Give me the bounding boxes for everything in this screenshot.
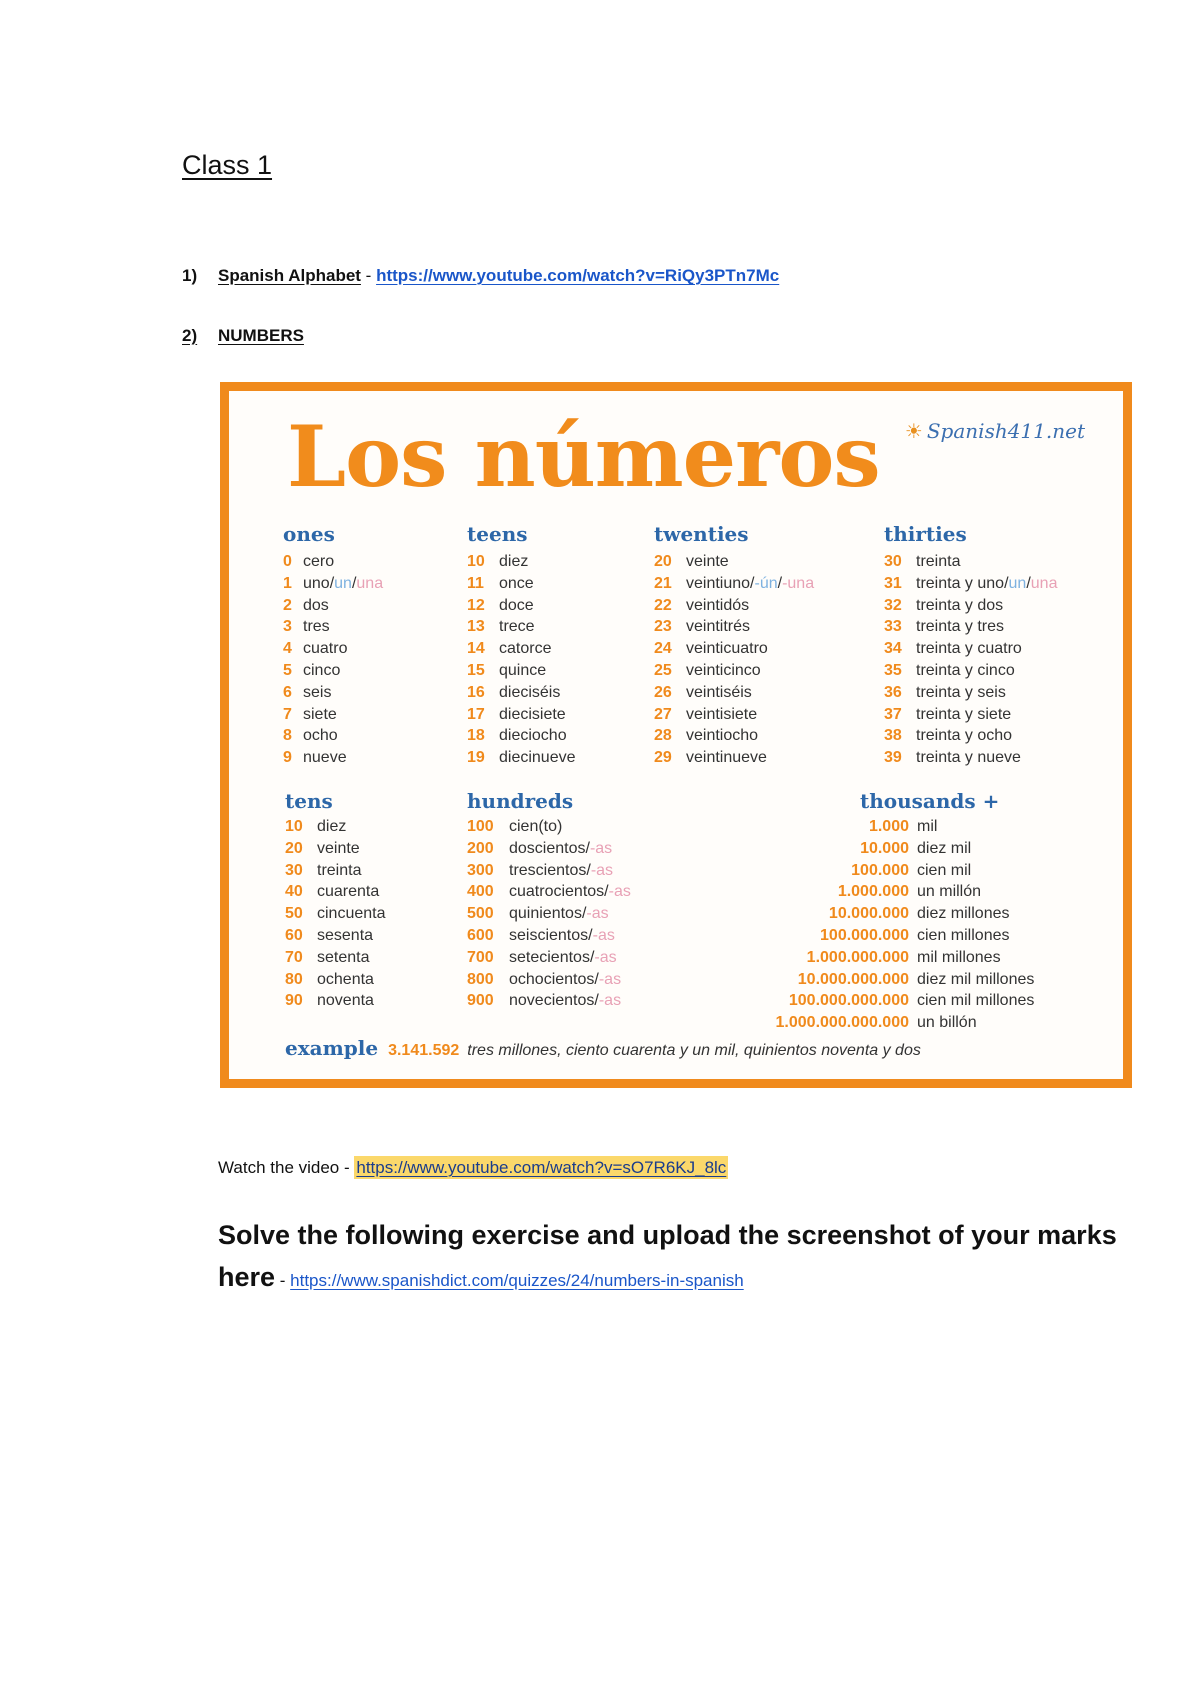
number-row <box>467 747 576 769</box>
number-word: treinta y cinco <box>916 661 1015 679</box>
number-row <box>467 616 576 638</box>
section-title-hundreds: hundreds <box>467 789 574 813</box>
item-number: 1) <box>182 266 198 285</box>
number-row <box>719 925 1034 947</box>
list-item-alphabet <box>182 266 779 286</box>
example-text: tres millones, ciento cuarenta y un mil, quinientos noventa y dos <box>467 1042 921 1059</box>
number-word: cuatro <box>303 640 348 658</box>
number-row <box>654 616 814 638</box>
number-row <box>654 725 814 747</box>
number-row <box>467 551 576 573</box>
example-value: 3.141.592 <box>388 1042 460 1059</box>
tens-list <box>285 816 386 1012</box>
number-word: veinticuatro <box>686 640 768 658</box>
number-row <box>719 860 1034 882</box>
numeral: 10 <box>467 553 485 570</box>
feminine-form: -una <box>782 574 815 592</box>
section-title-twenties: twenties <box>654 522 749 546</box>
number-word: ochenta <box>317 970 374 988</box>
numeral: 900 <box>467 992 494 1010</box>
number-word: treinta <box>916 553 961 570</box>
number-row <box>884 616 1057 638</box>
number-word: veintisiete <box>686 705 758 723</box>
number-word: un billón <box>917 1014 977 1032</box>
number-row <box>283 660 383 682</box>
number-word: treinta y nueve <box>916 749 1021 767</box>
number-word: cien mil millones <box>917 992 1035 1010</box>
numeral: 8 <box>283 727 292 745</box>
number-row <box>654 595 814 617</box>
number-word: diez mil millones <box>917 970 1035 988</box>
numeral: 37 <box>884 705 902 723</box>
brand-logo: ☀ Spanish411.net <box>904 419 1085 443</box>
number-row <box>467 660 576 682</box>
number-row <box>884 595 1057 617</box>
number-row <box>654 551 814 573</box>
exercise-instructions <box>218 1214 1118 1302</box>
numeral: 40 <box>285 883 303 901</box>
example-row <box>285 1036 921 1060</box>
number-row <box>467 638 576 660</box>
number-row <box>467 990 631 1012</box>
item-number: 2) <box>182 326 198 345</box>
numeral: 4 <box>283 640 292 658</box>
number-word: diez <box>499 553 529 570</box>
numeral: 30 <box>884 553 902 570</box>
feminine-form: -as <box>598 992 622 1010</box>
numeral: 29 <box>654 749 672 767</box>
item-label: NUMBERS <box>218 326 304 345</box>
numeral: 300 <box>467 861 494 879</box>
number-word: dieciocho <box>499 727 567 745</box>
slash: / <box>586 861 591 879</box>
number-word: trescientos <box>509 861 587 879</box>
numeral: 13 <box>467 618 485 636</box>
number-row <box>467 838 631 860</box>
number-word: diecisiete <box>499 705 566 723</box>
numeral: 31 <box>884 574 902 592</box>
numeral: 1.000.000.000.000 <box>775 1014 909 1032</box>
numeral: 100.000 <box>851 861 909 879</box>
numeral: 1.000 <box>868 818 909 835</box>
number-word: noventa <box>317 992 374 1010</box>
number-row <box>467 682 576 704</box>
feminine-form: -as <box>592 926 615 944</box>
item-separator: - <box>360 266 377 285</box>
number-row <box>283 704 383 726</box>
sun-icon: ☀ <box>904 419 923 443</box>
section-title-ones: ones <box>283 522 335 546</box>
numeral: 19 <box>467 749 485 767</box>
slash: / <box>581 905 587 923</box>
number-word: veinticinco <box>686 661 761 679</box>
numeral: 16 <box>467 683 485 701</box>
slash: / <box>777 574 783 592</box>
number-word: dieciséis <box>499 683 561 701</box>
section-title-tens: tens <box>285 789 333 813</box>
numeral: 18 <box>467 727 485 745</box>
numbers-poster <box>220 382 1132 1088</box>
number-row <box>654 682 814 704</box>
number-word: diez mil <box>917 839 972 857</box>
numeral: 12 <box>467 596 485 614</box>
numeral: 38 <box>884 727 902 745</box>
number-word: cien mil <box>917 861 972 879</box>
number-row <box>884 638 1057 660</box>
feminine-form: -as <box>594 948 617 966</box>
numeral: 21 <box>654 574 672 592</box>
number-row <box>719 903 1034 925</box>
number-word: nueve <box>303 749 347 767</box>
number-word: veinte <box>686 553 729 570</box>
number-row <box>467 860 631 882</box>
masculine-form: un <box>1008 574 1027 592</box>
number-row <box>654 704 814 726</box>
poster-heading: Los números <box>287 407 880 506</box>
number-word: veintitrés <box>686 618 751 636</box>
section-title-thirties: thirties <box>884 522 967 546</box>
number-row <box>467 573 576 595</box>
number-word: quinientos <box>509 905 582 923</box>
numeral: 24 <box>654 640 672 658</box>
numeral: 0 <box>283 553 292 570</box>
number-row <box>884 660 1057 682</box>
alphabet-video-link[interactable]: https://www.youtube.com/watch?v=RiQy3PTn7Mc <box>376 266 780 285</box>
numeral: 80 <box>285 970 303 988</box>
number-word: cincuenta <box>317 905 386 923</box>
quiz-link[interactable]: https://www.spanishdict.com/quizzes/24/numbers-in-spanish <box>290 1271 744 1290</box>
number-word: cero <box>303 553 335 570</box>
feminine-form: -as <box>608 883 631 901</box>
section-title-teens: teens <box>467 522 528 546</box>
number-row <box>467 704 576 726</box>
number-row <box>467 595 576 617</box>
number-row <box>283 747 383 769</box>
numeral: 25 <box>654 661 672 679</box>
number-word: cuatrocientos <box>509 883 605 901</box>
slash: / <box>750 574 755 592</box>
number-row <box>654 660 814 682</box>
number-word: doce <box>499 596 534 614</box>
numeral: 28 <box>654 727 672 745</box>
number-word: cien millones <box>917 926 1010 944</box>
watch-video-line <box>218 1158 728 1178</box>
number-row <box>283 638 383 660</box>
slash: / <box>1026 574 1031 592</box>
numeral: 36 <box>884 683 902 701</box>
number-word: novecientos <box>509 992 595 1010</box>
number-word: treinta y uno <box>916 574 1005 592</box>
number-row <box>884 682 1057 704</box>
numeral: 9 <box>283 749 292 767</box>
numeral: 3 <box>283 618 292 636</box>
number-word: veintiocho <box>686 727 759 745</box>
number-row <box>467 969 631 991</box>
number-word: treinta <box>317 861 362 879</box>
numeral: 1.000.000.000 <box>806 948 909 966</box>
number-word: veintinueve <box>686 749 767 767</box>
numeral: 70 <box>285 948 303 966</box>
number-word: dos <box>303 596 329 614</box>
number-word: veintidós <box>686 596 750 614</box>
number-word: treinta y siete <box>916 705 1012 723</box>
number-word: ocho <box>303 727 338 745</box>
number-word: treinta y ocho <box>916 727 1013 745</box>
numeral: 1.000.000 <box>837 883 909 901</box>
number-row <box>467 881 631 903</box>
numeral: 100.000.000.000 <box>788 992 909 1010</box>
hundreds-list <box>467 816 631 1012</box>
number-row <box>719 1012 1034 1034</box>
number-row <box>285 969 386 991</box>
number-row <box>467 925 631 947</box>
number-row <box>884 573 1057 595</box>
number-row <box>467 903 631 925</box>
exercise-separator: - <box>275 1271 291 1290</box>
number-row <box>884 704 1057 726</box>
slash: / <box>594 992 599 1010</box>
number-word: treinta y cuatro <box>916 640 1022 658</box>
number-row <box>283 682 383 704</box>
number-row <box>467 725 576 747</box>
numeral: 100.000.000 <box>820 926 909 944</box>
number-word: cuarenta <box>317 883 380 901</box>
masculine-form: -ún <box>754 574 778 592</box>
number-row <box>283 573 383 595</box>
numeral: 15 <box>467 661 485 679</box>
numeral: 6 <box>283 683 292 701</box>
numeral: 800 <box>467 970 494 988</box>
number-word: treinta y seis <box>916 683 1006 701</box>
numeral: 14 <box>467 640 485 658</box>
slash: / <box>589 948 595 966</box>
number-word: diez millones <box>917 905 1010 923</box>
numeral: 11 <box>467 574 484 592</box>
number-row <box>654 747 814 769</box>
number-word: treinta y tres <box>916 618 1005 636</box>
numeral: 32 <box>884 596 902 614</box>
numeral: 700 <box>467 948 494 966</box>
number-word: mil <box>917 818 938 835</box>
numeral: 27 <box>654 705 672 723</box>
numeral: 400 <box>467 883 494 901</box>
number-word: veintiséis <box>686 683 752 701</box>
number-word: seis <box>303 683 332 701</box>
ones-list <box>283 551 383 769</box>
slash: / <box>351 574 357 592</box>
number-row <box>719 947 1034 969</box>
number-row <box>467 816 631 838</box>
numeral: 30 <box>285 861 303 879</box>
number-word: siete <box>303 705 337 723</box>
numeral: 20 <box>654 553 672 570</box>
item-label: Spanish Alphabet <box>218 266 361 285</box>
numeral: 22 <box>654 596 672 614</box>
teens-list <box>467 551 576 769</box>
number-row <box>719 881 1034 903</box>
number-row <box>654 573 814 595</box>
number-word: cien(to) <box>509 818 563 835</box>
number-row <box>285 816 386 838</box>
number-row <box>719 838 1034 860</box>
number-word: uno <box>303 574 330 592</box>
numeral: 2 <box>283 596 292 614</box>
number-word: trece <box>499 618 535 636</box>
feminine-form: una <box>1030 574 1058 592</box>
numeral: 600 <box>467 926 494 944</box>
numeral: 39 <box>884 749 902 767</box>
feminine-form: -as <box>598 970 622 988</box>
number-word: setecientos <box>509 948 590 966</box>
number-row <box>285 860 386 882</box>
section-title-thousands: thousands + <box>860 789 1000 813</box>
number-row <box>719 816 1034 838</box>
numeral: 50 <box>285 905 303 923</box>
number-word: cinco <box>303 661 341 679</box>
number-word: sesenta <box>317 926 374 944</box>
number-row <box>283 551 383 573</box>
numeral: 10.000.000.000 <box>797 970 909 988</box>
number-row <box>285 881 386 903</box>
example-label: example <box>285 1036 379 1060</box>
number-word: mil millones <box>917 948 1001 966</box>
numeral: 23 <box>654 618 672 636</box>
number-row <box>283 616 383 638</box>
numeral: 60 <box>285 926 303 944</box>
numeral: 100 <box>467 818 494 835</box>
number-word: seiscientos <box>509 926 589 944</box>
number-word: diecinueve <box>499 749 576 767</box>
numeral: 500 <box>467 905 494 923</box>
numeral: 7 <box>283 705 292 723</box>
number-row <box>285 990 386 1012</box>
slash: / <box>604 883 609 901</box>
number-row <box>285 947 386 969</box>
thousands-list <box>719 816 1034 1034</box>
number-row <box>719 990 1034 1012</box>
number-word: doscientos <box>509 839 586 857</box>
feminine-form: -as <box>589 839 613 857</box>
numeral: 26 <box>654 683 672 701</box>
number-word: quince <box>499 661 547 679</box>
number-word: veintiuno <box>686 574 751 592</box>
twenties-list <box>654 551 814 769</box>
feminine-form: una <box>356 574 384 592</box>
thirties-list <box>884 551 1057 769</box>
number-word: diez <box>317 818 347 835</box>
number-word: treinta y dos <box>916 596 1004 614</box>
numeral: 35 <box>884 661 902 679</box>
list-item-numbers <box>182 326 304 346</box>
number-row <box>283 725 383 747</box>
slash: / <box>588 926 593 944</box>
number-word: catorce <box>499 640 552 658</box>
number-word: ochocientos <box>509 970 595 988</box>
slash: / <box>585 839 590 857</box>
slash: / <box>594 970 599 988</box>
number-word: veinte <box>317 839 360 857</box>
slash: / <box>1004 574 1009 592</box>
number-word: un millón <box>917 883 982 901</box>
number-row <box>283 595 383 617</box>
numeral: 10.000.000 <box>828 905 909 923</box>
number-word: setenta <box>317 948 370 966</box>
number-row <box>884 551 1057 573</box>
numeral: 90 <box>285 992 303 1010</box>
masculine-form: un <box>334 574 352 592</box>
number-row <box>467 947 631 969</box>
number-row <box>884 725 1057 747</box>
watch-label: Watch the video - <box>218 1158 355 1177</box>
page-title: Class 1 <box>182 150 273 180</box>
numeral: 10 <box>285 818 303 835</box>
number-row <box>285 838 386 860</box>
numeral: 200 <box>467 839 494 857</box>
numeral: 33 <box>884 618 902 636</box>
number-row <box>654 638 814 660</box>
numeral: 10.000 <box>860 839 909 857</box>
numbers-video-link[interactable]: https://www.youtube.com/watch?v=sO7R6KJ_8lc <box>356 1158 727 1177</box>
number-row <box>719 969 1034 991</box>
number-row <box>285 903 386 925</box>
number-word: tres <box>303 618 330 636</box>
numeral: 17 <box>467 705 485 723</box>
slash: / <box>329 574 335 592</box>
numeral: 20 <box>285 839 303 857</box>
number-word: once <box>499 574 534 592</box>
feminine-form: -as <box>590 861 614 879</box>
numeral: 34 <box>884 640 902 658</box>
number-row <box>884 747 1057 769</box>
numeral: 5 <box>283 661 292 679</box>
feminine-form: -as <box>586 905 609 923</box>
number-row <box>285 925 386 947</box>
exercise-text: Solve the following exercise and upload the screenshot of your marks here <box>218 1220 1117 1292</box>
numeral: 1 <box>283 574 292 592</box>
highlight <box>354 1156 728 1179</box>
